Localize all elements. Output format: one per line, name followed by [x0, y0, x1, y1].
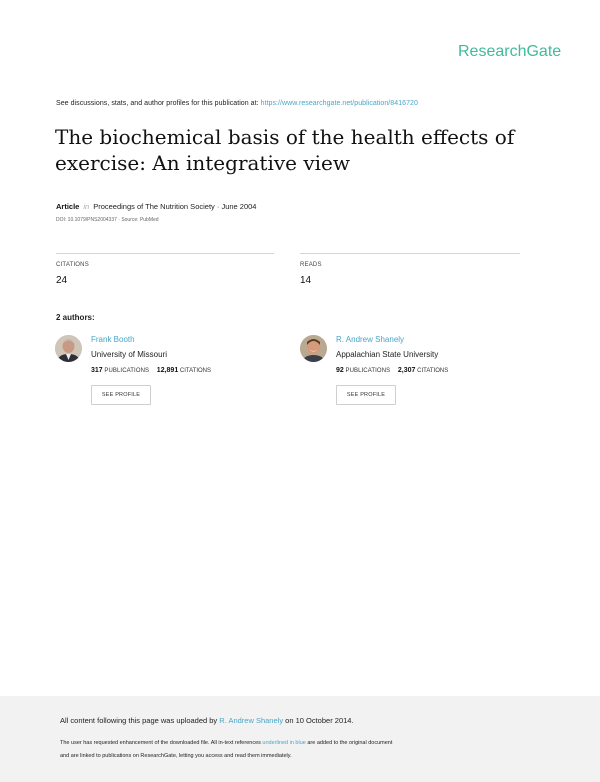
avatar[interactable]	[55, 335, 82, 362]
author-citations-label: CITATIONS	[417, 368, 449, 374]
publication-meta	[56, 202, 256, 211]
doi-source: DOI: 10.1079/PNS2004337 · Source: PubMed	[56, 217, 159, 223]
upload-prefix: All content following this page was uploaded by	[60, 716, 220, 725]
enhancement-note	[60, 740, 540, 746]
publication-link[interactable]: https://www.researchgate.net/publication/8416720	[260, 100, 418, 107]
avatar-photo-icon	[300, 335, 327, 362]
underlined-link[interactable]: underlined in blue	[262, 740, 306, 746]
reads-count[interactable]: 14	[300, 275, 312, 286]
author-citations-label: CITATIONS	[179, 368, 212, 374]
author-name[interactable]: Frank Booth	[91, 335, 135, 344]
footer	[0, 696, 600, 782]
author-stats	[91, 367, 211, 374]
see-profile-button[interactable]: SEE PROFILE	[336, 385, 396, 405]
researchgate-logo[interactable]: ResearchGate	[458, 43, 562, 60]
author-name[interactable]: R. Andrew Shanely	[336, 335, 405, 344]
publications-label: PUBLICATIONS	[345, 368, 391, 374]
author-stats	[336, 367, 448, 374]
publications-count: 92	[336, 367, 344, 374]
discussion-text: See discussions, stats, and author profiles for this publication at:	[56, 100, 261, 107]
enhancement-note-line2: and are linked to publications on ResearchGate, letting you access and read them immediately.	[60, 753, 292, 759]
author-institution: University of Missouri	[91, 350, 168, 359]
see-profile-button[interactable]: SEE PROFILE	[91, 385, 151, 405]
uploader-link[interactable]: R. Andrew Shanely	[219, 716, 284, 725]
publications-count: 317	[91, 367, 103, 374]
citations-divider	[56, 253, 274, 254]
avatar[interactable]	[300, 335, 327, 362]
upload-notice	[60, 716, 354, 725]
note-text: The user has requested enhancement of the downloaded file. All in-text references	[60, 740, 263, 746]
citations-label: CITATIONS	[56, 262, 89, 268]
reads-divider	[300, 253, 520, 254]
author-institution: Appalachian State University	[336, 350, 439, 359]
journal-info[interactable]: Proceedings of The Nutrition Society · June 2004	[93, 202, 257, 211]
author-citations-count: 12,891	[156, 367, 179, 374]
publication-title: The biochemical basis of the health effects of exercise: An integrative view	[55, 125, 515, 175]
authors-heading: 2 authors:	[56, 313, 95, 322]
publication-type: Article	[56, 202, 80, 211]
publications-label: PUBLICATIONS	[104, 368, 150, 374]
avatar-photo-icon	[55, 335, 82, 362]
in-label: in	[83, 202, 90, 211]
note-text: are added to the original document	[305, 740, 393, 746]
upload-suffix: on 10 October 2014.	[283, 716, 354, 725]
reads-label: READS	[300, 262, 322, 268]
author-citations-count: 2,307	[397, 367, 416, 374]
citations-count[interactable]: 24	[56, 275, 68, 286]
discussion-line	[56, 100, 418, 107]
